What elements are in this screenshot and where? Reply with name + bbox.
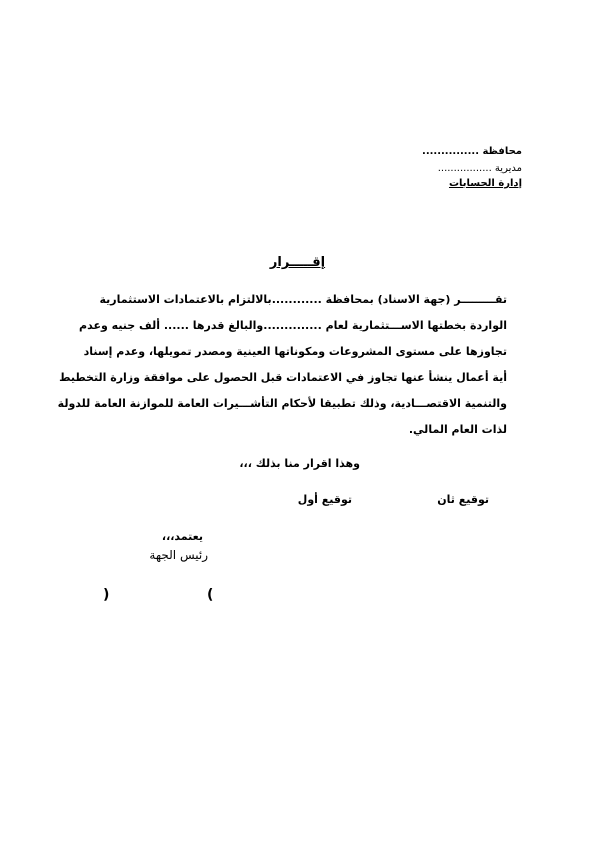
first-signature-label: توقيع أول	[297, 493, 352, 506]
closing-statement: وهذا اقرار منا بذلك ،،،	[239, 457, 360, 470]
approval-label: يعتمد،،،	[161, 530, 203, 543]
paragraph-line: والتنمية الاقتصـــادية، وذلك تطبيقا لأحكام التأشـــيرات العامة للموازنة العامة للدولة	[57, 397, 507, 410]
name-close-parenthesis: )	[103, 587, 110, 603]
paragraph-line: تجاوزها على مستوى المشروعات ومكوناتها العينية ومصدر تمويلها، وعدم إسناد	[83, 345, 507, 358]
department-line: إدارة الحسابات	[448, 178, 522, 189]
paragraph-line: أية أعمال ينشأ عنها تجاوز في الاعتمادات قبل الحصول على موافقة وزارة التخطيط	[59, 371, 507, 384]
directorate-line: مديرية .................	[437, 163, 522, 174]
paragraph-line: تقـــــــــر (جهة الاسناد) بمحافظة ............بالالتزام بالاعتمادات الاستثمارية	[99, 293, 507, 306]
paragraph-line: لذات العام المالي.	[408, 423, 507, 436]
body-paragraph	[57, 290, 507, 440]
second-signature-label: توقيع ثان	[437, 493, 489, 506]
document-title: إقـــــرار	[269, 255, 326, 270]
head-of-entity-label: رئيس الجهة	[149, 548, 208, 562]
paragraph-line: الواردة بخطتها الاســـتثمارية لعام ..............والبالغ قدرها ...... ألف جنيه وعدم	[79, 319, 507, 332]
name-open-parenthesis: (	[207, 587, 214, 603]
governorate-line: محافظة ...............	[422, 146, 522, 157]
